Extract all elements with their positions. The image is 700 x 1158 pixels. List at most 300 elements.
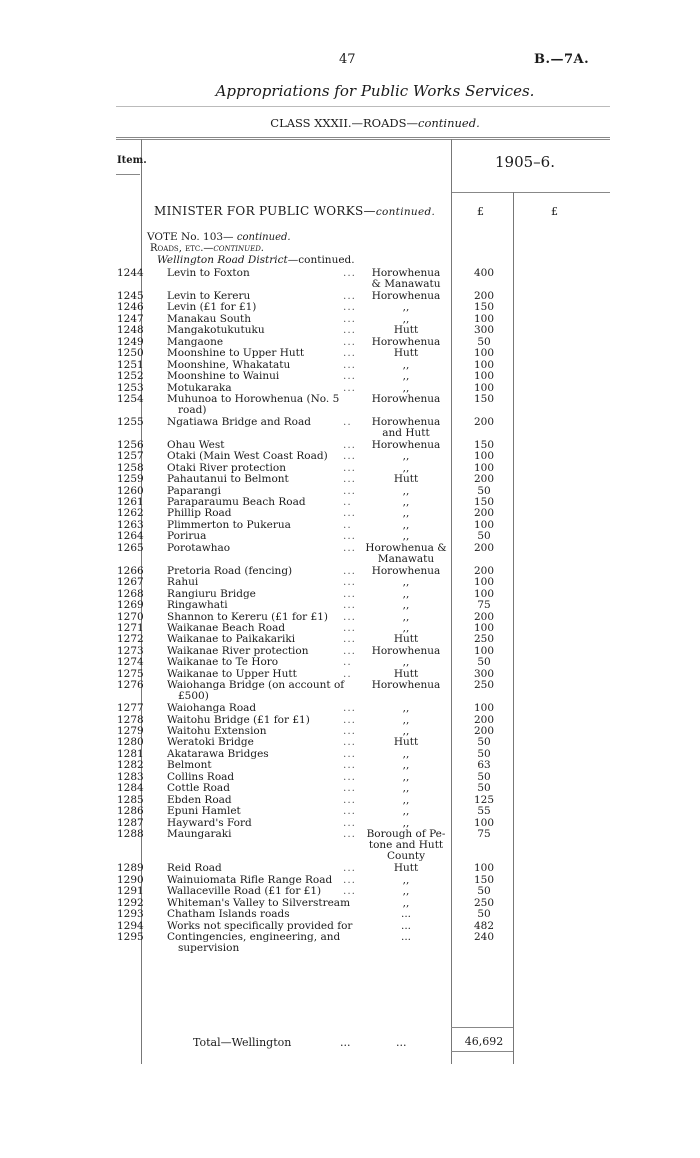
location-line: ... (400, 908, 411, 921)
location-line: ,, (402, 805, 410, 818)
item-name (167, 806, 241, 817)
location-line: Horowhenua (371, 335, 441, 348)
location-line: Horowhenua (371, 564, 441, 577)
item-name (167, 726, 267, 737)
amount-column-divider (451, 139, 452, 1064)
location-line: ,, (402, 610, 410, 623)
amount: 150 (473, 438, 495, 451)
item-name-line: Motukaraka (167, 381, 232, 394)
item-number: 1290 (117, 873, 144, 886)
leader-dots: ... (343, 438, 357, 451)
leader-dots: ... (343, 770, 357, 783)
item-name-line: Otaki (Main West Coast Road) (167, 450, 328, 463)
item-number: 1259 (117, 473, 144, 486)
item-name (167, 657, 278, 668)
location (365, 543, 447, 565)
amount: 55 (477, 805, 491, 818)
item-name-line: Waitohu Bridge (£1 for £1) (167, 713, 310, 726)
total-amount: 46,692 (464, 1035, 504, 1048)
amount: 50 (477, 530, 491, 543)
location-line: ,, (402, 702, 410, 715)
item-name-line: Manakau South (167, 312, 252, 325)
location-line: Horowhenua (371, 267, 441, 279)
amount: 50 (477, 747, 491, 760)
item-number: 1254 (117, 392, 144, 405)
leader-dots: ... (343, 599, 357, 612)
item-name (167, 394, 339, 416)
item-name (167, 875, 332, 886)
page-title: Appropriations for Public Works Services. (215, 82, 535, 100)
location (365, 669, 447, 680)
item-number: 1255 (117, 415, 144, 428)
location (365, 348, 447, 359)
item-number: 1256 (117, 438, 144, 451)
item-number: 1292 (117, 896, 144, 909)
location (365, 360, 447, 371)
item-name (167, 314, 251, 325)
amount: 150 (473, 392, 495, 405)
location-line: Horowhenua (371, 289, 441, 302)
item-number: 1250 (117, 347, 144, 360)
amount: 100 (473, 312, 495, 325)
amount: 150 (473, 873, 495, 886)
total-leader-dots: ... (340, 1036, 351, 1049)
amount: 200 (473, 713, 495, 726)
item-number: 1267 (117, 576, 144, 589)
item-number: 1265 (117, 541, 144, 554)
location-line: ,, (402, 587, 410, 600)
leader-dots: ... (343, 347, 357, 360)
location-line: Horowhenua & (365, 541, 447, 554)
item-number: 1287 (117, 816, 144, 829)
item-number: 1262 (117, 507, 144, 520)
item-name-line: Levin to Foxton (167, 267, 250, 279)
location (365, 291, 447, 302)
item-name-line: Waiohanga Bridge (on account of (167, 679, 345, 692)
item-number: 1251 (117, 358, 144, 371)
item-name-line: Levin to Kereru (167, 289, 251, 302)
location (365, 451, 447, 462)
leader-dots: ... (343, 473, 357, 486)
location (365, 818, 447, 829)
vote-heading-suffix: continued. (236, 232, 291, 243)
leader-dots: ... (343, 621, 357, 634)
item-name (167, 360, 290, 371)
item-name-line: Waikanae to Paikakariki (167, 633, 296, 646)
roads-heading-suffix: continued. (213, 243, 264, 254)
location-line: Horowhenua (371, 644, 441, 657)
amount: 100 (473, 461, 495, 474)
location (365, 932, 447, 943)
location-line: ,, (402, 507, 410, 520)
item-name-line: Collins Road (167, 770, 235, 783)
item-name-line: Hayward's Ford (167, 816, 252, 829)
leader-dots: ... (343, 335, 357, 348)
item-name (167, 383, 232, 394)
leader-dots: ... (343, 873, 357, 886)
location-line: ,, (402, 656, 410, 669)
location-line: Horowhenua (371, 415, 441, 428)
item-number: 1273 (117, 644, 144, 657)
amount: 100 (473, 862, 495, 875)
item-name (167, 451, 328, 462)
item-name (167, 863, 222, 874)
item-number: 1249 (117, 335, 144, 348)
item-number: 1244 (117, 267, 144, 279)
item-number: 1294 (117, 919, 144, 932)
leader-dots: ... (343, 461, 357, 474)
item-name-line: Porotawhao (167, 541, 231, 554)
item-name-line: Mangaone (167, 335, 224, 348)
location-line: ,, (402, 770, 410, 783)
item-number: 1285 (117, 793, 144, 806)
item-number: 1261 (117, 496, 144, 508)
item-number: 1270 (117, 610, 144, 623)
item-number: 1257 (117, 450, 144, 463)
amount: 240 (473, 931, 495, 944)
item-name (167, 623, 285, 634)
leader-dots: ... (343, 587, 357, 600)
item-name (167, 325, 265, 336)
item-name (167, 486, 221, 497)
location (365, 886, 447, 897)
roads-heading-text: Roads, etc.— (150, 243, 214, 254)
item-name-line: Whiteman's Valley to Silverstream (167, 896, 351, 909)
location-line: Hutt (393, 324, 419, 337)
item-name (167, 680, 344, 702)
item-name (167, 669, 297, 680)
title-rule (116, 106, 610, 107)
leader-dots: .. (343, 415, 352, 428)
amount: 50 (477, 736, 491, 749)
item-number: 1295 (117, 931, 144, 944)
location-line: ,, (402, 759, 410, 772)
leader-dots: ... (343, 633, 357, 646)
location (365, 371, 447, 382)
item-number: 1274 (117, 656, 144, 669)
item-name (167, 302, 256, 313)
location-line: ,, (402, 301, 410, 314)
item-number: 1289 (117, 862, 144, 875)
location-continuation: & Manawatu (371, 278, 441, 290)
amount: 75 (477, 828, 491, 841)
item-name-line: Plimmerton to Pukerua (167, 518, 291, 531)
item-name (167, 520, 291, 531)
item-name (167, 772, 234, 783)
location-line: ,, (402, 621, 410, 634)
amount: 50 (477, 908, 491, 921)
leader-dots: ... (343, 324, 357, 337)
leader-dots: ... (343, 541, 357, 554)
item-name (167, 566, 292, 577)
location (365, 394, 447, 405)
leader-dots: ... (343, 862, 357, 875)
item-number: 1252 (117, 370, 144, 383)
item-name-line: Waikanae to Upper Hutt (167, 667, 297, 680)
item-name-line: Epuni Hamlet (167, 805, 241, 818)
leader-dots: ... (343, 370, 357, 383)
amount: 200 (473, 289, 495, 302)
item-number: 1276 (117, 679, 144, 692)
location-line: ,, (402, 873, 410, 886)
amount: 250 (473, 633, 495, 646)
item-name (167, 932, 340, 954)
location (365, 612, 447, 623)
location (365, 657, 447, 668)
amount: 200 (473, 541, 495, 554)
item-name (167, 909, 290, 920)
item-name-line: Muhunoa to Horowhenua (No. 5 (167, 392, 340, 405)
vote-heading (147, 231, 291, 243)
location (365, 634, 447, 645)
location-line: Hutt (393, 862, 419, 875)
item-name-line: Ngatiawa Bridge and Road (167, 415, 311, 428)
location-line: ,, (402, 461, 410, 474)
location (365, 440, 447, 451)
location (365, 726, 447, 737)
item-number: 1284 (117, 782, 144, 795)
item-name (167, 348, 304, 359)
item-number: 1245 (117, 289, 144, 302)
item-name-line: Porirua (167, 530, 207, 543)
location (365, 749, 447, 760)
leader-dots: ... (343, 759, 357, 772)
item-name (167, 737, 254, 748)
amount: 50 (477, 335, 491, 348)
location (365, 795, 447, 806)
minister-heading (154, 204, 435, 218)
vote-heading-text: VOTE No. 103— (147, 231, 237, 243)
location (365, 703, 447, 714)
leader-dots: ... (343, 576, 357, 589)
amount: 50 (477, 782, 491, 795)
item-number: 1288 (117, 828, 144, 841)
leader-dots: ... (343, 312, 357, 325)
class-heading-suffix: continued. (418, 116, 480, 130)
leader-dots: ... (343, 267, 357, 279)
location-line: ,, (402, 793, 410, 806)
location (365, 566, 447, 577)
item-number: 1272 (117, 633, 144, 646)
leader-dots: ... (343, 702, 357, 715)
location-line: ,, (402, 747, 410, 760)
item-name (167, 474, 289, 485)
location (365, 760, 447, 771)
leader-dots: ... (343, 782, 357, 795)
location-line: ,, (402, 496, 410, 508)
leader-dots: ... (343, 885, 357, 898)
item-name-line: Moonshine to Upper Hutt (167, 347, 305, 360)
amount: 200 (473, 415, 495, 428)
amount: 100 (473, 381, 495, 394)
location-line: ... (400, 919, 411, 932)
location (365, 508, 447, 519)
leader-dots: ... (343, 644, 357, 657)
item-name (167, 612, 328, 623)
item-name (167, 371, 279, 382)
item-name-line: Ebden Road (167, 793, 232, 806)
leader-dots: ... (343, 301, 357, 314)
item-name (167, 829, 232, 840)
location-line: ,, (402, 782, 410, 795)
location (365, 337, 447, 348)
item-name-line: Moonshine to Wainui (167, 370, 280, 383)
location-line: Borough of Pe- (366, 828, 446, 841)
district-heading (157, 254, 355, 266)
location (365, 463, 447, 474)
item-name (167, 463, 286, 474)
leader-dots: ... (343, 816, 357, 829)
item-name (167, 703, 256, 714)
location (365, 623, 447, 634)
amount: 100 (473, 450, 495, 463)
location-line: ,, (402, 713, 410, 726)
item-name (167, 760, 212, 771)
item-name-line: Mangakotukutuku (167, 324, 265, 337)
location-line: Hutt (393, 667, 419, 680)
location (365, 325, 447, 336)
item-name-line: Pahautanui to Belmont (167, 473, 289, 486)
table-top-rule-2 (116, 139, 610, 140)
amount: 75 (477, 599, 491, 612)
leader-dots: ... (343, 289, 357, 302)
leader-dots: ... (343, 725, 357, 737)
item-name (167, 783, 230, 794)
amount: 100 (473, 621, 495, 634)
amount: 100 (473, 576, 495, 589)
item-name-line: Waiohanga Road (167, 702, 257, 715)
total-rule-top (451, 1027, 513, 1028)
location (365, 680, 447, 691)
item-name (167, 898, 350, 909)
location-line: Hutt (393, 473, 419, 486)
location (365, 772, 447, 783)
district-heading-suffix: —continued. (287, 254, 355, 266)
location (365, 737, 447, 748)
location-continuation: County (386, 850, 426, 863)
item-number: 1253 (117, 381, 144, 394)
item-name (167, 268, 250, 279)
location (365, 783, 447, 794)
item-name-line: Waitohu Extension (167, 725, 267, 737)
item-number: 1293 (117, 908, 144, 921)
amount: 250 (473, 679, 495, 692)
item-name (167, 543, 230, 554)
location-line: Hutt (393, 633, 419, 646)
item-name-line: Reid Road (167, 862, 222, 875)
amount: 150 (473, 301, 495, 314)
amount: 200 (473, 473, 495, 486)
item-name (167, 886, 321, 897)
location (365, 646, 447, 657)
item-name (167, 589, 256, 600)
leader-dots: ... (343, 507, 357, 520)
item-number: 1278 (117, 713, 144, 726)
item-name (167, 715, 310, 726)
location (365, 589, 447, 600)
location (365, 474, 447, 485)
location (365, 520, 447, 531)
item-name-line: Paraparaumu Beach Road (167, 496, 306, 508)
item-number: 1283 (117, 770, 144, 783)
item-name-line: Cottle Road (167, 782, 230, 795)
item-name-line: Ohau West (167, 438, 225, 451)
location (365, 531, 447, 542)
item-number: 1280 (117, 736, 144, 749)
item-name-line: Ringawhati (167, 599, 228, 612)
location (365, 600, 447, 611)
item-name-line: Maungaraki (167, 828, 232, 841)
item-number: 1291 (117, 885, 144, 898)
location (365, 806, 447, 817)
amount: 200 (473, 564, 495, 577)
leader-dots: ... (343, 450, 357, 463)
item-name (167, 749, 269, 760)
item-number: 1260 (117, 484, 144, 497)
location (365, 577, 447, 588)
amount: 50 (477, 885, 491, 898)
class-heading-text: CLASS XXXII.—ROADS— (270, 116, 419, 130)
item-number: 1286 (117, 805, 144, 818)
class-heading (0, 116, 700, 130)
location-continuation: Manawatu (377, 552, 435, 565)
item-number: 1247 (117, 312, 144, 325)
item-name-line: Shannon to Kereru (£1 for £1) (167, 610, 328, 623)
item-name-line: Weratoki Bridge (167, 736, 254, 749)
amount: 50 (477, 770, 491, 783)
location-line: ... (400, 931, 411, 944)
location-line: ,, (402, 484, 410, 497)
location-continuation: tone and Hutt (368, 839, 444, 852)
location-line: ,, (402, 381, 410, 394)
item-number: 1246 (117, 301, 144, 314)
location (365, 417, 447, 439)
item-name (167, 646, 309, 657)
pound-symbol-1: £ (477, 205, 484, 218)
item-name-line: Works not specifically provided for (167, 919, 353, 932)
document-reference: B.—7A. (534, 52, 590, 67)
total-leader-dots-2: ... (396, 1036, 407, 1049)
amount: 250 (473, 896, 495, 909)
item-name (167, 337, 223, 348)
item-name (167, 531, 206, 542)
amount: 200 (473, 610, 495, 623)
amount: 100 (473, 347, 495, 360)
item-number: 1277 (117, 702, 144, 715)
amount: 100 (473, 587, 495, 600)
district-heading-text: Wellington Road District (157, 254, 288, 266)
leader-dots: ... (343, 828, 357, 841)
item-name-line: Waikanae River protection (167, 644, 309, 657)
item-number: 1281 (117, 747, 144, 760)
item-name (167, 577, 198, 588)
item-number: 1263 (117, 518, 144, 531)
leader-dots: ... (343, 530, 357, 543)
item-name (167, 795, 232, 806)
item-name-line: Akatarawa Bridges (167, 747, 269, 760)
location-line: Horowhenua (371, 438, 441, 451)
item-name-line: Waikanae Beach Road (167, 621, 286, 634)
item-name (167, 634, 295, 645)
leader-dots: .. (343, 518, 352, 531)
location (365, 497, 447, 508)
location-continuation: and Hutt (382, 426, 430, 439)
location-line: ,, (402, 885, 410, 898)
location-line: Hutt (393, 347, 419, 360)
item-name-continuation: £500) (178, 690, 209, 703)
location-line: ,, (402, 358, 410, 371)
item-name-line: Phillip Road (167, 507, 232, 520)
